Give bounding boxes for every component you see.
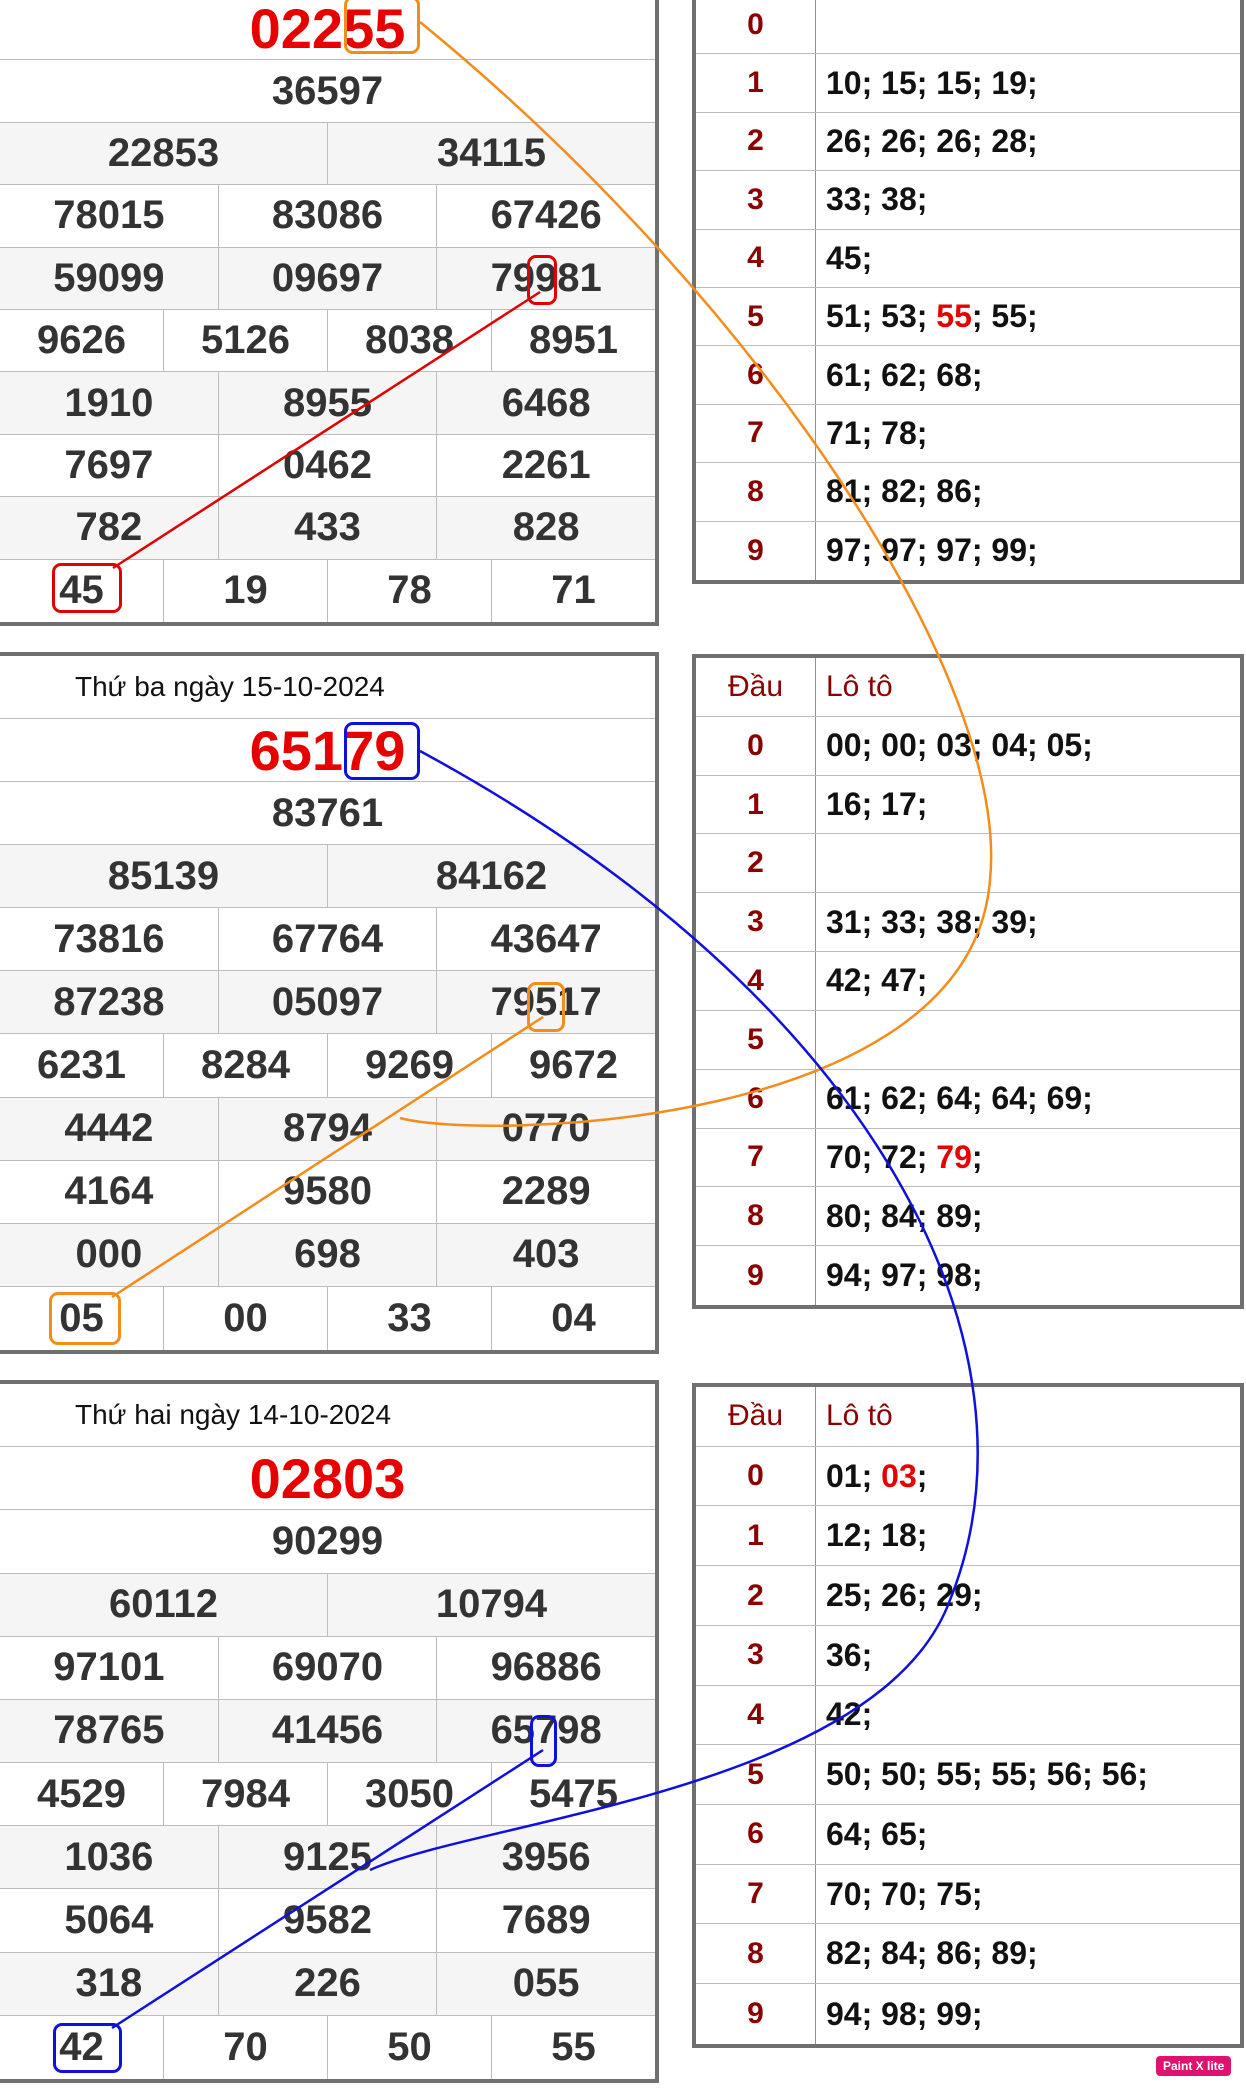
loto-values xyxy=(816,893,1240,951)
loto-text: 10; 15; 15; 19; xyxy=(826,64,1038,101)
loto-values xyxy=(816,1686,1240,1745)
loto-row xyxy=(696,893,1240,952)
prize-number: 828 xyxy=(436,497,655,558)
dau-digit: 7 xyxy=(696,1129,816,1187)
prize-number: 41456 xyxy=(218,1700,437,1762)
prize-row xyxy=(0,1224,655,1287)
prize-number: 8038 xyxy=(327,310,491,371)
loto-header xyxy=(816,658,1240,716)
dau-digit: 0 xyxy=(696,1447,816,1506)
loto-text: Lô tô xyxy=(826,1399,893,1433)
prize-number: 0770 xyxy=(436,1098,655,1160)
loto-values xyxy=(816,1129,1240,1187)
loto-text: 94; 97; 98; xyxy=(826,1257,983,1294)
prize-number: 5126 xyxy=(163,310,327,371)
loto-highlight-value: 79 xyxy=(936,1138,972,1175)
loto-values xyxy=(816,1865,1240,1924)
loto-text: Lô tô xyxy=(826,669,893,703)
dau-digit: 9 xyxy=(696,522,816,580)
dau-digit: 5 xyxy=(696,288,816,345)
prize-row xyxy=(0,185,655,247)
loto-values xyxy=(816,952,1240,1010)
loto-values xyxy=(816,1447,1240,1506)
prize-number: 79981 xyxy=(436,248,655,309)
dau-digit: 6 xyxy=(696,1805,816,1864)
loto-text: 33; 38; xyxy=(826,181,928,218)
prize-number: 73816 xyxy=(53,916,165,961)
highlight-box-red-45 xyxy=(52,563,122,613)
loto-values xyxy=(816,346,1240,403)
loto-text: 26; 26; 26; 28; xyxy=(826,122,1038,159)
prize-number: 8794 xyxy=(218,1098,437,1160)
prize-number: 318 xyxy=(0,1953,218,2015)
prize-number: 22853 xyxy=(0,123,327,184)
dau-digit: 7 xyxy=(696,405,816,462)
loto-table-3 xyxy=(692,1383,1244,2048)
loto-text: ; xyxy=(916,1457,928,1494)
loto-values xyxy=(816,54,1240,111)
prize-row xyxy=(0,1953,655,2016)
loto-row xyxy=(696,54,1240,112)
prize-number: 36597 xyxy=(271,68,384,113)
dau-digit: 1 xyxy=(696,54,816,111)
loto-row xyxy=(696,1984,1240,2044)
prize-row xyxy=(0,372,655,434)
prize-number: 8951 xyxy=(491,310,655,371)
dau-digit: 1 xyxy=(696,1506,816,1565)
prize-row xyxy=(0,60,655,122)
loto-row xyxy=(696,717,1240,776)
highlight-box-orange-special xyxy=(344,0,420,54)
prize-row xyxy=(0,1161,655,1224)
prize-number: 9269 xyxy=(327,1034,491,1096)
prize-number: 78015 xyxy=(53,193,165,238)
loto-text: 81; 82; 86; xyxy=(826,473,983,510)
loto-values xyxy=(816,230,1240,287)
highlight-box-orange-digit xyxy=(527,982,565,1032)
loto-row xyxy=(696,113,1240,171)
dau-digit: 4 xyxy=(696,952,816,1010)
dau-digit: 5 xyxy=(696,1011,816,1069)
prize-number: 83086 xyxy=(218,185,437,246)
loto-highlight-value: 03 xyxy=(881,1457,917,1494)
dau-digit: 0 xyxy=(696,0,816,53)
loto-values xyxy=(816,288,1240,345)
loto-row xyxy=(696,952,1240,1011)
prize-number: 34115 xyxy=(327,123,655,184)
loto-text: 42; xyxy=(826,1696,873,1733)
loto-text: 36; xyxy=(826,1636,873,1673)
loto-values xyxy=(816,171,1240,228)
special-prize-row xyxy=(0,1447,655,1510)
loto-table-1 xyxy=(692,0,1244,584)
prize-number: 698 xyxy=(218,1224,437,1286)
dau-digit: 4 xyxy=(696,230,816,287)
date-header: Thứ ba ngày 15-10-2024 xyxy=(75,671,385,703)
prize-number: 70 xyxy=(163,2016,327,2079)
loto-values xyxy=(816,1924,1240,1983)
loto-text: 70; 72; xyxy=(826,1138,937,1175)
loto-text: 61; 62; 68; xyxy=(826,356,983,393)
prize-number: 71 xyxy=(491,560,655,622)
loto-row xyxy=(696,1447,1240,1507)
loto-row xyxy=(696,1626,1240,1686)
prize-number: 1036 xyxy=(0,1826,218,1888)
prize-number: 97101 xyxy=(53,1645,165,1690)
date-header-row xyxy=(0,1384,655,1447)
loto-text: 25; 26; 29; xyxy=(826,1577,983,1614)
dau-digit: 3 xyxy=(696,1626,816,1685)
special-prize-row xyxy=(0,0,655,60)
dau-digit: 3 xyxy=(696,893,816,951)
special-prize-number xyxy=(0,1447,655,1509)
prize-row xyxy=(0,1763,655,1826)
special-prize-row xyxy=(0,719,655,782)
prize-number: 65798 xyxy=(436,1700,655,1762)
loto-row xyxy=(696,1865,1240,1925)
loto-values xyxy=(816,1805,1240,1864)
prize-number: 83761 xyxy=(271,790,384,835)
special-prize-head: 651 xyxy=(249,718,344,782)
prize-number: 4529 xyxy=(37,1771,126,1816)
prize-number: 78765 xyxy=(0,1700,218,1762)
prize-number: 7697 xyxy=(64,442,154,487)
prize-row xyxy=(0,1098,655,1161)
prize-row xyxy=(0,1574,655,1637)
loto-values xyxy=(816,1984,1240,2044)
result-block-3 xyxy=(0,1380,659,2083)
prize-number: 50 xyxy=(327,2016,491,2079)
special-prize-tail: 55 xyxy=(343,0,406,61)
loto-values xyxy=(816,834,1240,892)
dau-digit: 0 xyxy=(696,717,816,775)
loto-values xyxy=(816,1187,1240,1245)
loto-values xyxy=(816,776,1240,834)
special-prize-number xyxy=(0,0,655,59)
paint-x-lite-watermark: Paint X lite xyxy=(1156,2056,1231,2076)
prize-number: 45 xyxy=(59,568,104,613)
dau-digit: 3 xyxy=(696,171,816,228)
prize-number: 78 xyxy=(327,560,491,622)
loto-values xyxy=(816,1070,1240,1128)
prize-number: 6468 xyxy=(436,372,655,433)
prize-number: 00 xyxy=(163,1287,327,1350)
prize-number: 59099 xyxy=(0,248,218,309)
loto-text: 50; 50; 55; 55; 56; 56; xyxy=(826,1756,1148,1793)
result-block-1 xyxy=(0,0,659,626)
special-prize-head: 02803 xyxy=(249,1446,406,1510)
loto-row xyxy=(696,1566,1240,1626)
dau-digit: 5 xyxy=(696,1745,816,1804)
dau-digit: 2 xyxy=(696,1566,816,1625)
dau-header: Đầu xyxy=(696,1387,816,1446)
prize-number: 67426 xyxy=(436,185,655,246)
loto-table-2 xyxy=(692,654,1244,1309)
prize-number: 09697 xyxy=(218,248,437,309)
loto-row xyxy=(696,1246,1240,1305)
prize-number: 5064 xyxy=(64,1897,154,1942)
loto-highlight-value: 55 xyxy=(936,298,972,335)
prize-number: 43647 xyxy=(436,908,655,970)
loto-row xyxy=(696,405,1240,463)
loto-row xyxy=(696,1924,1240,1984)
special-prize-head: 022 xyxy=(249,0,344,61)
loto-row xyxy=(696,171,1240,229)
loto-text: 00; 00; 03; 04; 05; xyxy=(826,727,1093,764)
loto-header-row xyxy=(696,1387,1240,1447)
prize-number: 9582 xyxy=(218,1889,437,1951)
prize-row xyxy=(0,1034,655,1097)
prize-number: 84162 xyxy=(327,845,655,907)
loto-text: 45; xyxy=(826,239,873,276)
prize-number: 0462 xyxy=(218,435,437,496)
prize-number: 2289 xyxy=(436,1161,655,1223)
prize-number: 9125 xyxy=(218,1826,437,1888)
prize-number: 42 xyxy=(59,2024,104,2069)
highlight-box-orange-05 xyxy=(49,1292,121,1345)
dau-digit: 7 xyxy=(696,1865,816,1924)
prize-number: 7984 xyxy=(163,1763,327,1825)
loto-row xyxy=(696,346,1240,404)
prize-number: 433 xyxy=(218,497,437,558)
loto-text: 31; 33; 38; 39; xyxy=(826,903,1038,940)
prize-row xyxy=(0,310,655,372)
loto-text: 71; 78; xyxy=(826,414,928,451)
prize-number: 79517 xyxy=(436,971,655,1033)
dau-digit: 8 xyxy=(696,1187,816,1245)
prize-row xyxy=(0,497,655,559)
dau-digit: 2 xyxy=(696,113,816,170)
dau-digit: 9 xyxy=(696,1984,816,2044)
loto-text: 01; xyxy=(826,1457,882,1494)
loto-text: 64; 65; xyxy=(826,1815,928,1852)
prize-row xyxy=(0,1637,655,1700)
prize-number: 1910 xyxy=(0,372,218,433)
loto-text: 80; 84; 89; xyxy=(826,1197,983,1234)
loto-header xyxy=(816,1387,1240,1446)
special-prize-number xyxy=(0,719,655,781)
prize-number: 4164 xyxy=(64,1169,154,1214)
loto-values xyxy=(816,463,1240,520)
loto-row xyxy=(696,1506,1240,1566)
loto-text: 16; 17; xyxy=(826,786,928,823)
highlight-box-blue-42 xyxy=(53,2023,122,2073)
prize-number: 05097 xyxy=(218,971,437,1033)
loto-text: 51; 53; xyxy=(826,298,937,335)
prize-number: 9626 xyxy=(37,318,126,363)
loto-header-row xyxy=(696,658,1240,717)
prize-row xyxy=(0,908,655,971)
prize-number: 055 xyxy=(436,1953,655,2015)
dau-digit: 9 xyxy=(696,1246,816,1305)
loto-row xyxy=(696,834,1240,893)
loto-row xyxy=(696,522,1240,580)
prize-number: 8955 xyxy=(218,372,437,433)
date-header: Thứ hai ngày 14-10-2024 xyxy=(75,1399,392,1431)
loto-text: 97; 97; 97; 99; xyxy=(826,532,1038,569)
loto-row xyxy=(696,1805,1240,1865)
prize-number: 60112 xyxy=(0,1574,327,1636)
loto-row xyxy=(696,776,1240,835)
prize-number: 9580 xyxy=(218,1161,437,1223)
prize-number: 000 xyxy=(0,1224,218,1286)
dau-digit: 6 xyxy=(696,1070,816,1128)
loto-row xyxy=(696,1070,1240,1129)
loto-values xyxy=(816,1011,1240,1069)
loto-text: ; 55; xyxy=(971,298,1038,335)
loto-row xyxy=(696,230,1240,288)
loto-text: 70; 70; 75; xyxy=(826,1875,983,1912)
prize-number: 403 xyxy=(436,1224,655,1286)
dau-digit: 6 xyxy=(696,346,816,403)
loto-values xyxy=(816,1246,1240,1305)
loto-values xyxy=(816,0,1240,53)
loto-values xyxy=(816,717,1240,775)
loto-text: 61; 62; 64; 64; 69; xyxy=(826,1080,1093,1117)
date-header-row xyxy=(0,656,655,719)
prize-number: 05 xyxy=(59,1295,104,1340)
prize-number: 2261 xyxy=(436,435,655,496)
loto-text: ; xyxy=(971,1138,983,1175)
loto-row xyxy=(696,0,1240,54)
prize-number: 33 xyxy=(327,1287,491,1350)
prize-row xyxy=(0,1889,655,1952)
prize-number: 6231 xyxy=(37,1043,126,1087)
loto-row xyxy=(696,1745,1240,1805)
loto-values xyxy=(816,113,1240,170)
prize-row xyxy=(0,845,655,908)
prize-number: 67764 xyxy=(218,908,437,970)
prize-row xyxy=(0,782,655,845)
loto-values xyxy=(816,405,1240,462)
loto-text: 12; 18; xyxy=(826,1517,928,1554)
dau-digit: 2 xyxy=(696,834,816,892)
prize-row xyxy=(0,435,655,497)
prize-number: 55 xyxy=(491,2016,655,2079)
loto-values xyxy=(816,522,1240,580)
prize-number: 3050 xyxy=(327,1763,491,1825)
prize-number: 85139 xyxy=(0,845,327,907)
prize-number: 3956 xyxy=(436,1826,655,1888)
prize-number: 96886 xyxy=(436,1637,655,1699)
loto-values xyxy=(816,1745,1240,1804)
loto-values xyxy=(816,1506,1240,1565)
highlight-box-red-digit xyxy=(527,255,557,305)
prize-number: 5475 xyxy=(491,1763,655,1825)
loto-text: 94; 98; 99; xyxy=(826,1995,983,2032)
loto-values xyxy=(816,1626,1240,1685)
prize-number: 04 xyxy=(491,1287,655,1350)
loto-text: 82; 84; 86; 89; xyxy=(826,1935,1038,1972)
dau-digit: 4 xyxy=(696,1686,816,1745)
prize-number: 87238 xyxy=(0,971,218,1033)
loto-row xyxy=(696,1129,1240,1188)
dau-digit: 8 xyxy=(696,463,816,520)
prize-row xyxy=(0,1510,655,1573)
loto-row xyxy=(696,463,1240,521)
prize-number: 8284 xyxy=(163,1034,327,1096)
prize-row xyxy=(0,1826,655,1889)
prize-number: 782 xyxy=(0,497,218,558)
highlight-box-blue-special xyxy=(344,722,420,780)
prize-number: 4442 xyxy=(0,1098,218,1160)
prize-number: 9672 xyxy=(491,1034,655,1096)
loto-row xyxy=(696,1686,1240,1746)
prize-number: 7689 xyxy=(436,1889,655,1951)
loto-row xyxy=(696,1187,1240,1246)
highlight-box-blue-digit xyxy=(530,1715,557,1767)
special-prize-tail: 79 xyxy=(343,718,406,782)
loto-row xyxy=(696,1011,1240,1070)
prize-number: 19 xyxy=(163,560,327,622)
prize-number: 69070 xyxy=(218,1637,437,1699)
loto-row xyxy=(696,288,1240,346)
prize-row xyxy=(0,123,655,185)
dau-digit: 8 xyxy=(696,1924,816,1983)
loto-values xyxy=(816,1566,1240,1625)
dau-header: Đầu xyxy=(696,658,816,716)
dau-digit: 1 xyxy=(696,776,816,834)
prize-number: 90299 xyxy=(271,1518,384,1563)
loto-text: 42; 47; xyxy=(826,962,928,999)
prize-number: 10794 xyxy=(327,1574,655,1636)
prize-number: 226 xyxy=(218,1953,437,2015)
